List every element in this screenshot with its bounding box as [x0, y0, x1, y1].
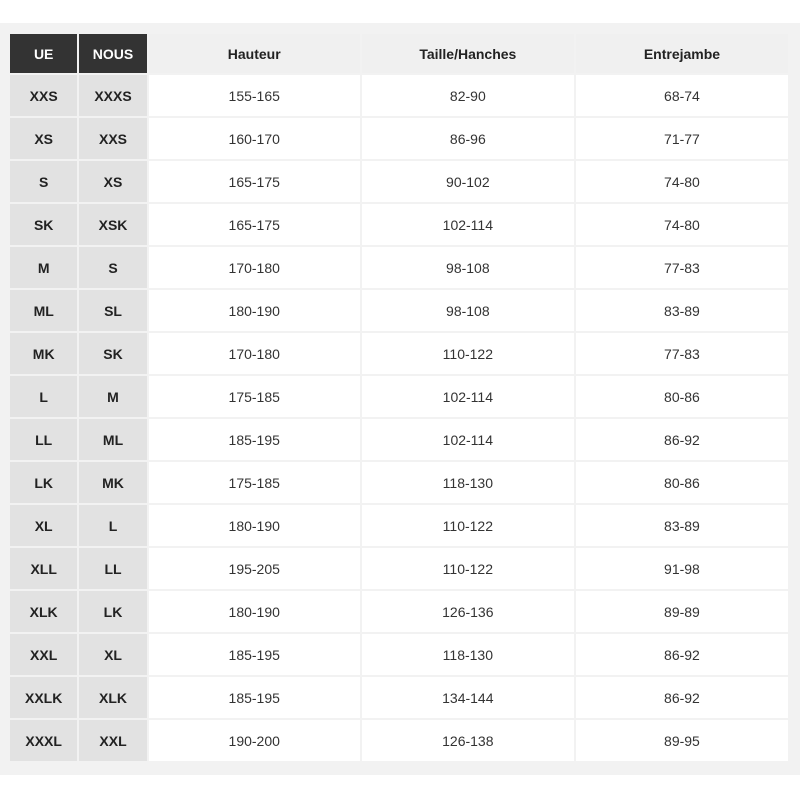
- cell-inseam: 91-98: [576, 548, 788, 589]
- cell-eu-size: L: [10, 376, 77, 417]
- header-height: Hauteur: [149, 34, 360, 73]
- cell-inseam: 71-77: [576, 118, 788, 159]
- cell-eu-size: XXLK: [10, 677, 77, 718]
- cell-inseam: 86-92: [576, 677, 788, 718]
- cell-inseam: 80-86: [576, 462, 788, 503]
- cell-height: 170-180: [149, 333, 360, 374]
- cell-inseam: 89-89: [576, 591, 788, 632]
- cell-height: 165-175: [149, 204, 360, 245]
- cell-waist-hips: 110-122: [362, 548, 574, 589]
- cell-eu-size: XLK: [10, 591, 77, 632]
- table-row: [10, 634, 788, 675]
- cell-height: 180-190: [149, 505, 360, 546]
- cell-height: 165-175: [149, 161, 360, 202]
- cell-height: 180-190: [149, 290, 360, 331]
- cell-inseam: 74-80: [576, 161, 788, 202]
- header-eu: UE: [10, 34, 77, 73]
- cell-waist-hips: 102-114: [362, 419, 574, 460]
- cell-height: 160-170: [149, 118, 360, 159]
- cell-height: 185-195: [149, 634, 360, 675]
- table-row: [10, 591, 788, 632]
- cell-us-size: XS: [79, 161, 146, 202]
- cell-us-size: XL: [79, 634, 146, 675]
- cell-inseam: 83-89: [576, 290, 788, 331]
- cell-us-size: ML: [79, 419, 146, 460]
- table-row: [10, 290, 788, 331]
- cell-waist-hips: 126-138: [362, 720, 574, 761]
- cell-height: 185-195: [149, 677, 360, 718]
- table-row: [10, 677, 788, 718]
- cell-us-size: XXXS: [79, 75, 146, 116]
- table-row: [10, 548, 788, 589]
- table-row: [10, 333, 788, 374]
- cell-height: 180-190: [149, 591, 360, 632]
- cell-height: 175-185: [149, 376, 360, 417]
- table-row: [10, 161, 788, 202]
- cell-us-size: XLK: [79, 677, 146, 718]
- cell-height: 190-200: [149, 720, 360, 761]
- cell-height: 175-185: [149, 462, 360, 503]
- cell-height: 195-205: [149, 548, 360, 589]
- cell-eu-size: SK: [10, 204, 77, 245]
- cell-eu-size: XLL: [10, 548, 77, 589]
- header-us: NOUS: [79, 34, 146, 73]
- cell-us-size: XXL: [79, 720, 146, 761]
- cell-us-size: LL: [79, 548, 146, 589]
- cell-waist-hips: 110-122: [362, 333, 574, 374]
- cell-height: 170-180: [149, 247, 360, 288]
- header-waist-hips: Taille/Hanches: [362, 34, 574, 73]
- cell-waist-hips: 118-130: [362, 462, 574, 503]
- cell-eu-size: M: [10, 247, 77, 288]
- cell-waist-hips: 98-108: [362, 247, 574, 288]
- size-chart-table: [8, 32, 790, 763]
- cell-eu-size: XXXL: [10, 720, 77, 761]
- cell-us-size: LK: [79, 591, 146, 632]
- cell-waist-hips: 118-130: [362, 634, 574, 675]
- table-row: [10, 419, 788, 460]
- cell-us-size: XSK: [79, 204, 146, 245]
- table-row: [10, 247, 788, 288]
- cell-eu-size: S: [10, 161, 77, 202]
- cell-eu-size: LL: [10, 419, 77, 460]
- cell-waist-hips: 86-96: [362, 118, 574, 159]
- cell-us-size: SK: [79, 333, 146, 374]
- cell-inseam: 77-83: [576, 333, 788, 374]
- cell-inseam: 80-86: [576, 376, 788, 417]
- table-row: [10, 462, 788, 503]
- cell-waist-hips: 110-122: [362, 505, 574, 546]
- cell-inseam: 86-92: [576, 419, 788, 460]
- cell-eu-size: XL: [10, 505, 77, 546]
- cell-waist-hips: 90-102: [362, 161, 574, 202]
- cell-us-size: MK: [79, 462, 146, 503]
- cell-inseam: 68-74: [576, 75, 788, 116]
- cell-waist-hips: 98-108: [362, 290, 574, 331]
- cell-waist-hips: 126-136: [362, 591, 574, 632]
- cell-waist-hips: 102-114: [362, 204, 574, 245]
- cell-height: 185-195: [149, 419, 360, 460]
- cell-eu-size: ML: [10, 290, 77, 331]
- cell-waist-hips: 134-144: [362, 677, 574, 718]
- table-row: [10, 376, 788, 417]
- cell-us-size: S: [79, 247, 146, 288]
- table-row: [10, 204, 788, 245]
- cell-eu-size: XS: [10, 118, 77, 159]
- table-row: [10, 75, 788, 116]
- cell-us-size: XXS: [79, 118, 146, 159]
- cell-inseam: 89-95: [576, 720, 788, 761]
- header-inseam: Entrejambe: [576, 34, 788, 73]
- cell-eu-size: LK: [10, 462, 77, 503]
- cell-eu-size: XXS: [10, 75, 77, 116]
- table-row: [10, 505, 788, 546]
- cell-waist-hips: 102-114: [362, 376, 574, 417]
- cell-inseam: 77-83: [576, 247, 788, 288]
- cell-us-size: L: [79, 505, 146, 546]
- table-header-row: [10, 34, 788, 73]
- cell-waist-hips: 82-90: [362, 75, 574, 116]
- cell-inseam: 83-89: [576, 505, 788, 546]
- table-row: [10, 720, 788, 761]
- cell-eu-size: MK: [10, 333, 77, 374]
- cell-inseam: 74-80: [576, 204, 788, 245]
- cell-us-size: M: [79, 376, 146, 417]
- cell-us-size: SL: [79, 290, 146, 331]
- cell-eu-size: XXL: [10, 634, 77, 675]
- cell-inseam: 86-92: [576, 634, 788, 675]
- cell-height: 155-165: [149, 75, 360, 116]
- table-row: [10, 118, 788, 159]
